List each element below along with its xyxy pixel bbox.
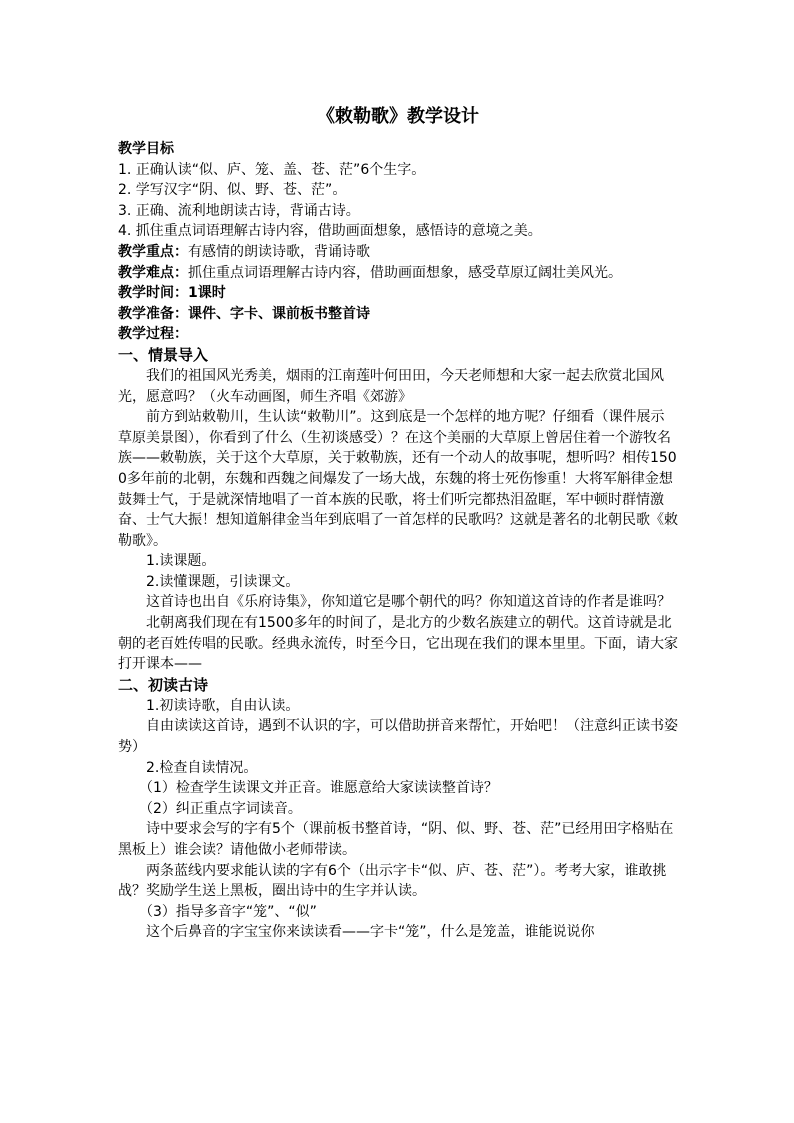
section1-step-1: 1.读课题。 — [146, 553, 216, 570]
difficulty-text: 抓住重点词语理解古诗内容，借助画面想象，感受草原辽阔壮美风光。 — [188, 264, 622, 281]
section2-substep-1: （1）检查学生读课文并正音。谁愿意给大家读读整首诗？ — [139, 780, 498, 797]
section2-heading: 二、初读古诗 — [118, 675, 209, 694]
section1-paragraph-4: 北朝离我们现在有1500多年的时间了，是北方的少数名族建立的朝代。这首诗就是北朝的老百姓传唱的民歌。经典永流传，时至今日，它出现在我们的课本里里。下面，请大家打开课本—— — [118, 615, 678, 673]
section2-step-2: 2.检查自读情况。 — [146, 759, 258, 776]
section1-paragraph-2: 前方到站敕勒川，生认读“敕勒川”。这到底是一个怎样的地方呢？仔细看（课件展示草原美景图），你看到了什么（生初谈感受）？在这个美丽的大草原上曾居住着一个游牧名族——敕勒族，关于这个大草原，关于敕勒族，还有一个动人的故事呢，想听吗？相传1500多年前的北朝，东魏和西魏之间爆发了一场大战，东魏的将士死伤惨重！大将军斛律金想鼓舞士气，于是就深情地唱了一首本族的民歌，将士们听完都热泪盈眶，军中顿时群情激奋、士气大振！想知道斛律金当年到底唱了一首怎样的民歌吗？这就是著名的北朝民歌《敕勒歌》。 — [118, 409, 678, 549]
section2-paragraph-2: 诗中要求会写的字有5个（课前板书整首诗，“阴、似、野、苍、茫”已经用田字格贴在黑板上）谁会读？请他做小老师带读。 — [118, 821, 674, 858]
section2-substep-2: （2）纠正重点字词读音。 — [139, 800, 302, 817]
section2-substep-3: （3）指导多音字“笼”、“似” — [139, 903, 317, 920]
section2-step-1: 1.初读诗歌，自由认读。 — [146, 697, 300, 714]
section2-paragraph-4: 这个后鼻音的字宝宝你来读读看——字卡“笼”，什么是笼盖，谁能说说你 — [146, 924, 595, 941]
document-page — [118, 104, 678, 943]
objectives-heading: 教学目标 — [118, 141, 174, 157]
objective-item-1: 1. 正确认读“似、庐、笼、盖、苍、茫”6个生字。 — [118, 161, 426, 178]
focus-line — [118, 242, 678, 263]
section2-paragraph-1: 自由读读这首诗，遇到不认识的字，可以借助拼音来帮忙，开始吧！（注意纠正读书姿势） — [118, 718, 678, 756]
page-title: 《敕勒歌》教学设计 — [317, 106, 479, 127]
objective-item-2: 2. 学写汉字“阴、似、野、苍、茫”。 — [118, 182, 347, 199]
focus-label: 教学重点： — [118, 243, 188, 260]
objective-item-3: 3. 正确、流利地朗读古诗，背诵古诗。 — [118, 202, 360, 219]
prep-label: 教学准备： — [118, 305, 188, 322]
difficulty-label: 教学难点： — [118, 264, 188, 281]
section1-heading: 一、情景导入 — [118, 345, 209, 364]
objective-item-4: 4. 抓住重点词语理解古诗内容，借助画面想象，感悟诗的意境之美。 — [118, 223, 542, 240]
section1-step-2: 2.读懂课题，引读课文。 — [146, 573, 300, 590]
prep-text: 课件、字卡、课前板书整首诗 — [188, 305, 370, 322]
prep-line — [118, 304, 678, 325]
section1-paragraph-3: 这首诗也出自《乐府诗集》，你知道它是哪个朝代的吗？你知道这首诗的作者是谁吗？ — [146, 594, 671, 611]
time-label: 教学时间： — [118, 285, 188, 302]
focus-text: 有感情的朗读诗歌，背诵诗歌 — [188, 243, 370, 260]
difficulty-line — [118, 263, 678, 284]
process-heading: 教学过程： — [118, 326, 188, 343]
section1-paragraph-1: 我们的祖国风光秀美，烟雨的江南莲叶何田田，今天老师想和大家一起去欣赏北国风光，愿意吗？（火车动画图，师生齐唱《郊游》 — [118, 367, 664, 405]
time-line — [118, 283, 678, 304]
section2-paragraph-3: 两条蓝线内要求能认读的字有6个（出示字卡“似、庐、苍、茫”）。考考大家，谁敢挑战？奖励学生送上黑板，圈出诗中的生字并认读。 — [118, 862, 667, 900]
time-text: 1课时 — [188, 285, 226, 302]
